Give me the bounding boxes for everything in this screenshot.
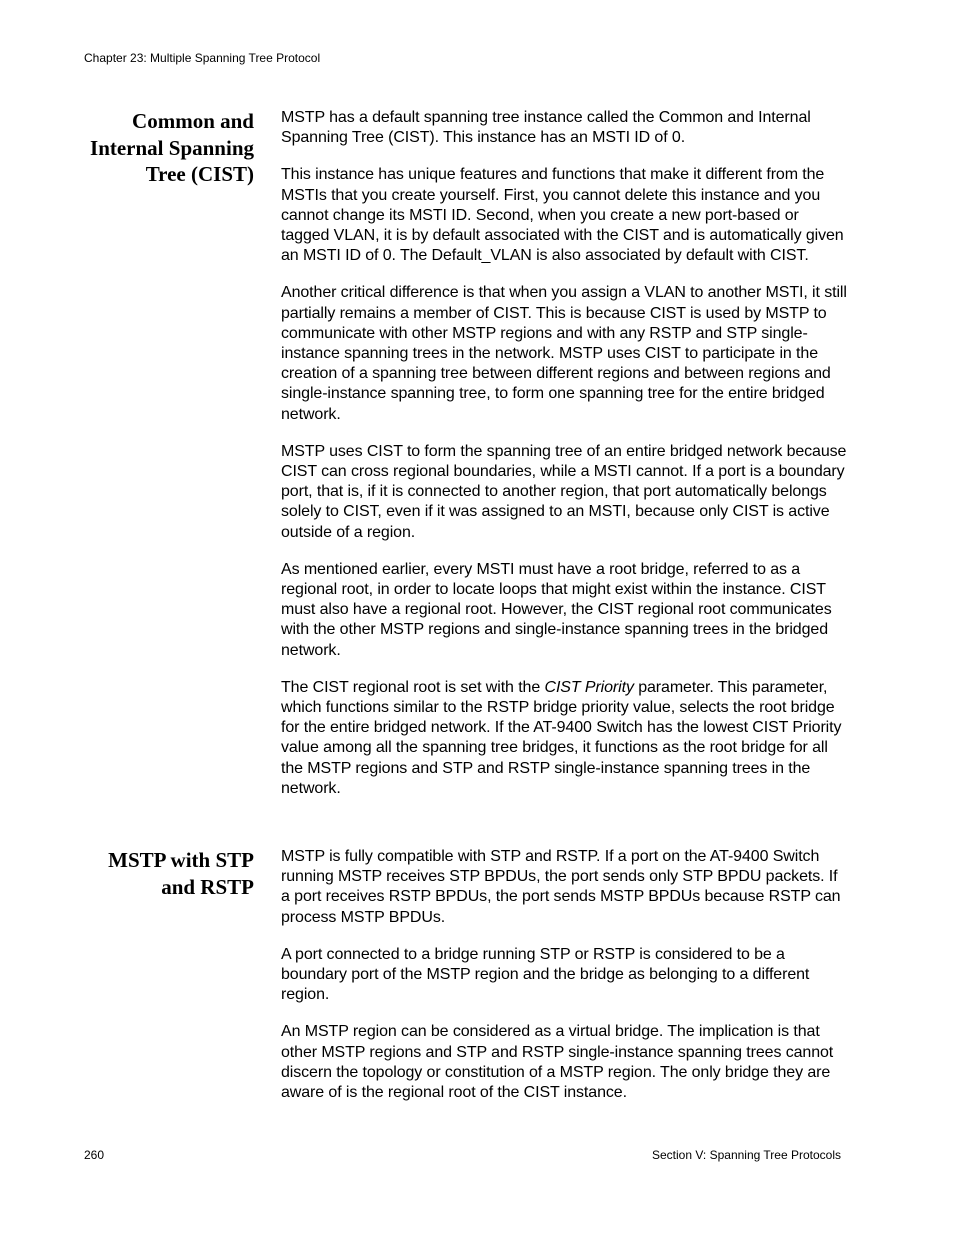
paragraph: As mentioned earlier, every MSTI must have a root bridge, referred to as a regional root, in order to locate loops that might exist within the instance. CIST must also have a regional root. However, the CIST regional root communicates with the other MSTP regions and single-instance spanning trees in the bridged network. bbox=[281, 560, 832, 659]
paragraph-cist-priority bbox=[281, 678, 847, 799]
section-body-cist bbox=[281, 108, 847, 799]
paragraph: MSTP has a default spanning tree instance called the Common and Internal Spanning Tree (CIST). This instance has an MSTI ID of 0. bbox=[281, 109, 811, 147]
section-heading-cist: Common and Internal Spanning Tree (CIST) bbox=[90, 109, 254, 186]
running-header: Chapter 23: Multiple Spanning Tree Protocol bbox=[84, 51, 321, 65]
emphasis-cist-priority: CIST Priority bbox=[544, 678, 634, 696]
text-run: The CIST regional root is set with the bbox=[281, 678, 545, 696]
page-number: 260 bbox=[84, 1148, 105, 1162]
text-run: parameter. This parameter, which functions similar to the RSTP bridge priority value, selects the root bridge for the entire bridged network. If the AT-9400 Switch has the lowest CIST Priority value among all the spanning tree bridges, it functions as the root bridge for all the MSTP regions and STP and RSTP single-instance spanning trees in the network. bbox=[281, 678, 842, 797]
section-body-mstp-stp-rstp bbox=[281, 847, 847, 1103]
paragraph: MSTP is fully compatible with STP and RSTP. If a port on the AT-9400 Switch running MSTP receives STP BPDUs, the port sends only STP BPDU packets. If a port receives RSTP BPDUs, the port sends MSTP BPDUs because RSTP can process MSTP BPDUs. bbox=[281, 848, 841, 926]
paragraph: MSTP uses CIST to form the spanning tree of an entire bridged network because CIST can cross regional boundaries, while a MSTI cannot. If a port is a boundary port, that is, if it is connected to another region, that port automatically belongs solely to CIST, even if it was assigned to an MSTI, because only CIST is active outside of a region. bbox=[281, 442, 847, 541]
paragraph: A port connected to a bridge running STP or RSTP is considered to be a boundary port of the MSTP region and the bridge as belonging to a different region. bbox=[281, 945, 810, 1004]
footer-section-title: Section V: Spanning Tree Protocols bbox=[652, 1148, 841, 1162]
section-heading-mstp-stp-rstp: MSTP with STP and RSTP bbox=[108, 848, 254, 899]
paragraph: An MSTP region can be considered as a virtual bridge. The implication is that other MSTP regions and STP and RSTP single-instance spanning trees cannot discern the topology or constitution of a MSTP region. The only bridge they are aware of is the regional root of the CIST instance. bbox=[281, 1023, 834, 1102]
paragraph: Another critical difference is that when you assign a VLAN to another MSTI, it still partially remains a member of CIST. This is because CIST is used by MSTP to communicate with other MSTP regions and with any RSTP and STP single-instance spanning trees in the network. MSTP uses CIST to participate in the creation of a spanning tree between different regions and between regions and single-instance spanning tree, to form one spanning tree for the entire bridged network. bbox=[281, 284, 847, 423]
paragraph: This instance has unique features and functions that make it different from the MSTIs that you create yourself. First, you cannot delete this instance and you cannot change its MSTI ID. Second, when you create a new port-based or tagged VLAN, it is by default associated with the CIST and is automatically given an MSTI ID of 0. The Default_VLAN is also associated by default with CIST. bbox=[281, 166, 844, 265]
